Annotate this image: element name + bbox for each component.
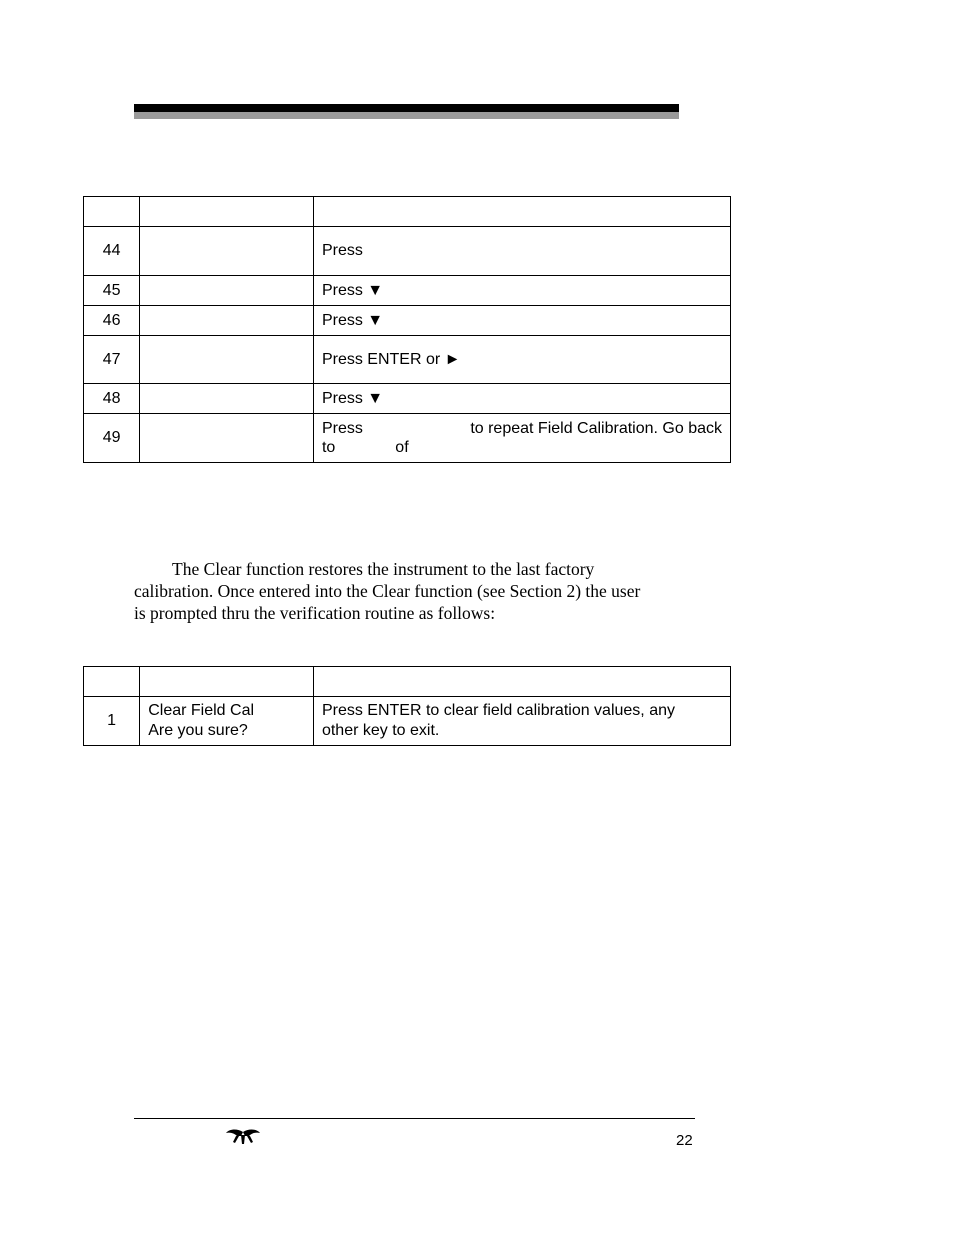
table-row [84,227,731,276]
page-number: 22 [676,1132,693,1149]
action-cell: Press ▼ [313,384,730,414]
step-cell: 44 [84,227,140,276]
table-row [84,697,731,746]
action-line [322,419,722,438]
display-cell [140,306,314,336]
display-cell [140,336,314,384]
display-cell [140,667,314,697]
display-cell [140,697,314,746]
step-cell: 46 [84,306,140,336]
paragraph-line: The Clear function restores the instrument to the last factory [172,559,595,579]
action-text: to repeat Field Calibration. Go back [470,420,722,437]
header-bar [134,104,679,112]
teledyne-logo-icon [225,1128,261,1151]
action-cell [313,667,730,697]
action-cell: Press ▼ [313,306,730,336]
paragraph-line: calibration. Once entered into the Clear function (see Section 2) the user [134,581,641,601]
clear-function-paragraph [134,558,694,624]
display-cell [140,384,314,414]
field-calibration-table [83,196,731,463]
action-line [322,438,722,457]
action-cell [313,697,730,746]
display-line: Are you sure? [148,722,248,739]
action-cell: Press ENTER or ► [313,336,730,384]
action-cell [313,197,730,227]
step-cell: 47 [84,336,140,384]
table-row [84,336,731,384]
display-cell [140,197,314,227]
action-cell: Press [313,227,730,276]
step-cell [84,197,140,227]
table-row [84,414,731,463]
action-line: other key to exit. [321,722,440,739]
action-text: of [395,439,409,456]
table-row [84,276,731,306]
table-row [84,306,731,336]
step-cell: 45 [84,276,140,306]
action-cell [313,414,730,463]
display-line: Clear Field Cal [148,702,255,719]
clear-function-table [83,666,731,746]
table-header-row [84,667,731,697]
footer-rule [134,1118,695,1119]
step-cell: 49 [84,414,140,463]
table-row [84,384,731,414]
step-cell: 1 [84,697,140,746]
action-text: Press [321,420,363,437]
display-cell [140,276,314,306]
table-header-row [84,197,731,227]
action-text: to [321,439,336,456]
display-cell [140,414,314,463]
step-cell [84,667,140,697]
step-cell: 48 [84,384,140,414]
action-cell: Press ▼ [313,276,730,306]
display-cell [140,227,314,276]
header-bar-shadow [134,112,679,119]
action-line: Press ENTER to clear field calibration values, any [321,702,675,719]
paragraph-line: is prompted thru the verification routine as follows: [134,603,496,623]
